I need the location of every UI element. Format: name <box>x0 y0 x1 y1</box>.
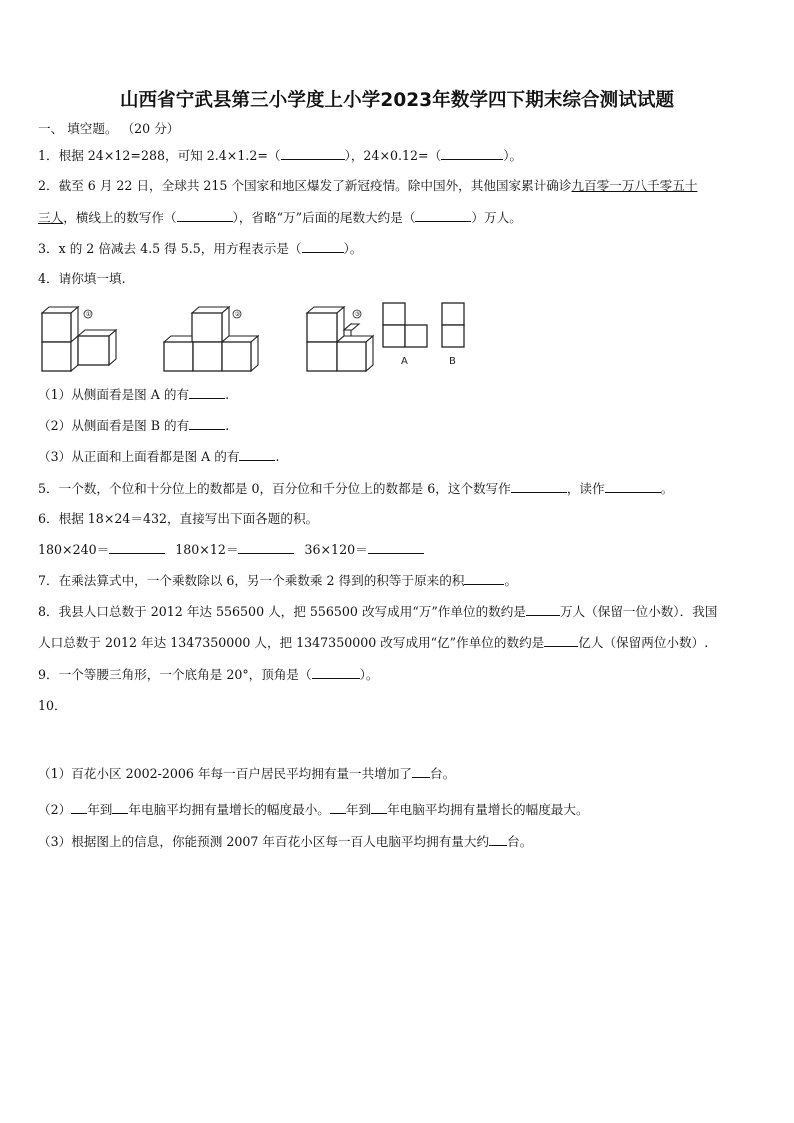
q8-text-2: 万人（保留一位小数）．我国 <box>559 604 718 619</box>
q2-text-2: ，横线上的数写作（ <box>63 210 177 225</box>
question-10-sub-3 <box>38 833 532 850</box>
q6-blank-3[interactable] <box>368 541 424 554</box>
question-3 <box>38 240 362 257</box>
view-b <box>442 303 464 367</box>
q8-blank-2[interactable] <box>544 634 578 647</box>
q10-s2-blank-1[interactable] <box>71 801 87 814</box>
fig2-cube-top <box>192 313 222 342</box>
figure-1-stack <box>42 307 116 371</box>
view-a-square-bottom-left <box>383 325 405 347</box>
q3-blank[interactable] <box>302 240 344 253</box>
fig1-number: ① <box>85 311 92 318</box>
q6-eq-1: 180×240＝ <box>38 542 110 557</box>
view-a-square-top <box>383 303 405 325</box>
q6-eq-3: 36×120＝ <box>304 542 368 557</box>
q2-blank-1[interactable] <box>177 209 233 222</box>
view-b-square-top <box>442 303 464 325</box>
question-8-line-2 <box>38 634 708 651</box>
question-10-sub-2 <box>38 801 589 818</box>
view-a <box>383 303 427 367</box>
q8-text-1: 8．我县人口总数于 2012 年达 556500 人，把 556500 改写成用“万”作单位的数约是 <box>38 604 526 619</box>
view-b-label: B <box>449 356 456 367</box>
q4-s2-end: . <box>225 418 230 433</box>
fig1-side-face-lower <box>71 336 78 371</box>
fig3-cube-top <box>307 313 337 342</box>
q1-blank-1[interactable] <box>281 147 345 160</box>
cube-figures-svg <box>38 298 478 374</box>
q4-s1-blank[interactable] <box>189 386 225 399</box>
fig3-right-side-face <box>366 336 373 371</box>
q7-text-b: 。 <box>504 573 518 588</box>
question-2-line-1 <box>38 178 697 194</box>
question-10-sub-1 <box>38 765 455 782</box>
fig2-cube-middle <box>193 342 222 371</box>
q9-text-a: 9．一个等腰三角形，一个底角是 20°，顶角是（ <box>38 667 312 682</box>
question-5 <box>38 480 673 497</box>
q10-s2-prefix: （2） <box>38 802 72 817</box>
q10-s3-blank[interactable] <box>489 833 507 846</box>
fig2-cube-left <box>164 342 193 371</box>
question-10-stem: 10． <box>38 698 67 713</box>
q1-text-a: 1．根据 24×12=288，可知 2.4×1.2=（ <box>38 148 281 163</box>
q5-text-a: 5．一个数，个位和十分位上的数都是 0，百分位和千分位上的数都是 6，这个数写作 <box>38 481 511 496</box>
figure-3-stack <box>307 307 373 371</box>
q10-s2-blank-2[interactable] <box>112 801 128 814</box>
view-b-square-bottom <box>442 325 464 347</box>
q7-blank[interactable] <box>464 572 504 585</box>
q2-underlined-number-2: 三人 <box>38 210 64 225</box>
fig3-cube-left <box>307 342 337 371</box>
q10-s1-end: 台。 <box>430 766 456 781</box>
question-4-sub-1 <box>38 386 229 403</box>
fig1-cube-right <box>78 336 109 365</box>
fig2-right-side-face <box>251 336 258 371</box>
q10-s2-text-4: 年电脑平均拥有量增长的幅度最大。 <box>387 802 589 817</box>
question-4-sub-2 <box>38 417 229 434</box>
q9-text-b: ）。 <box>359 667 379 682</box>
q10-s3-end: 台。 <box>507 834 533 849</box>
fig3-number: ③ <box>354 311 361 318</box>
question-4-sub-3 <box>38 448 279 465</box>
figure-2-stack <box>164 307 258 371</box>
q2-underlined-number-1: 九百零一万八千零五十 <box>571 178 698 193</box>
q2-text-4: ）万人。 <box>471 210 522 225</box>
fig2-cube-right <box>222 342 251 371</box>
section-heading: 一、 填空题。 （20 分） <box>38 121 180 136</box>
fig2-left-top-face <box>164 336 192 342</box>
q1-blank-2[interactable] <box>441 147 503 160</box>
q6-eq-2: 180×12＝ <box>175 542 239 557</box>
q4-s3-text: （3）从正面和上面看都是图 A 的有 <box>38 449 240 464</box>
fig3-cube-right <box>337 342 366 371</box>
q8-blank-1[interactable] <box>526 603 560 616</box>
q1-text-c: ）。 <box>503 148 523 163</box>
q6-blank-1[interactable] <box>109 541 165 554</box>
page-title: 山西省宁武县第三小学度上小学2023年数学四下期末综合测试试题 <box>119 90 675 111</box>
fig1-cube-upper <box>42 313 71 342</box>
q4-s2-blank[interactable] <box>189 417 225 430</box>
q9-blank[interactable] <box>312 666 360 679</box>
question-8-line-1 <box>38 603 717 620</box>
q10-s1-blank[interactable] <box>412 765 430 778</box>
q5-blank-1[interactable] <box>511 480 567 493</box>
q4-s3-end: . <box>275 449 280 464</box>
q8-text-4: 亿人（保留两位小数）. <box>578 635 709 650</box>
q5-text-b: ，读作 <box>566 481 605 496</box>
q3-text-a: 3．x 的 2 倍减去 4.5 得 5.5，用方程表示是（ <box>38 241 302 256</box>
question-6-stem: 6．根据 18×24＝432，直接写出下面各题的积。 <box>38 511 319 526</box>
q4-s3-blank[interactable] <box>239 448 275 461</box>
view-a-label: A <box>401 356 408 367</box>
question-7 <box>38 572 517 589</box>
q10-s2-blank-4[interactable] <box>371 801 387 814</box>
question-6-equations <box>38 541 424 558</box>
q10-s2-text-2: 年电脑平均拥有量增长的幅度最小。 <box>128 802 330 817</box>
q10-s2-blank-3[interactable] <box>330 801 346 814</box>
fig3-back-top-face <box>344 324 359 330</box>
q10-s1-text: （1）百花小区 2002-2006 年每一百户居民平均拥有量一共增加了 <box>38 766 413 781</box>
fig1-right-side-face <box>109 330 116 365</box>
q2-text-3: ），省略“万”后面的尾数大约是（ <box>232 210 416 225</box>
q1-text-b: ），24×0.12=（ <box>344 148 442 163</box>
q2-blank-2[interactable] <box>415 209 471 222</box>
q4-s2-text: （2）从侧面看是图 B 的有 <box>38 418 190 433</box>
q4-s1-text: （1）从侧面看是图 A 的有 <box>38 387 190 402</box>
q8-text-3: 人口总数于 2012 年达 1347350000 人，把 1347350000 改写成用“亿”作单位的数约是 <box>38 635 545 650</box>
q2-text-1: 2．截至 6 月 22 日，全球共 215 个国家和地区爆发了新冠疫情。除中国外，其他国家累计确诊 <box>38 178 572 193</box>
q3-text-b: ）。 <box>343 241 363 256</box>
q5-text-c: 。 <box>660 481 674 496</box>
q7-text-a: 7．在乘法算式中，一个乘数除以 6，另一个乘数乘 2 得到的积等于原来的积 <box>38 573 465 588</box>
q10-s2-text-1: 年到 <box>87 802 113 817</box>
question-2-line-2 <box>38 209 522 226</box>
q6-blank-2[interactable] <box>238 541 294 554</box>
question-1 <box>38 147 522 164</box>
q10-s3-text: （3）根据图上的信息，你能预测 2007 年百花小区每一百人电脑平均拥有量大约 <box>38 834 490 849</box>
cube-figures <box>38 298 478 374</box>
fig2-number: ② <box>234 311 241 318</box>
question-9 <box>38 666 379 683</box>
q5-blank-2[interactable] <box>605 480 661 493</box>
q10-s2-text-3: 年到 <box>345 802 372 817</box>
question-4-stem: 4．请你填一填. <box>38 271 126 286</box>
fig1-cube-lower <box>42 342 71 371</box>
view-a-square-bottom-right <box>405 325 427 347</box>
q4-s1-end: . <box>225 387 230 402</box>
